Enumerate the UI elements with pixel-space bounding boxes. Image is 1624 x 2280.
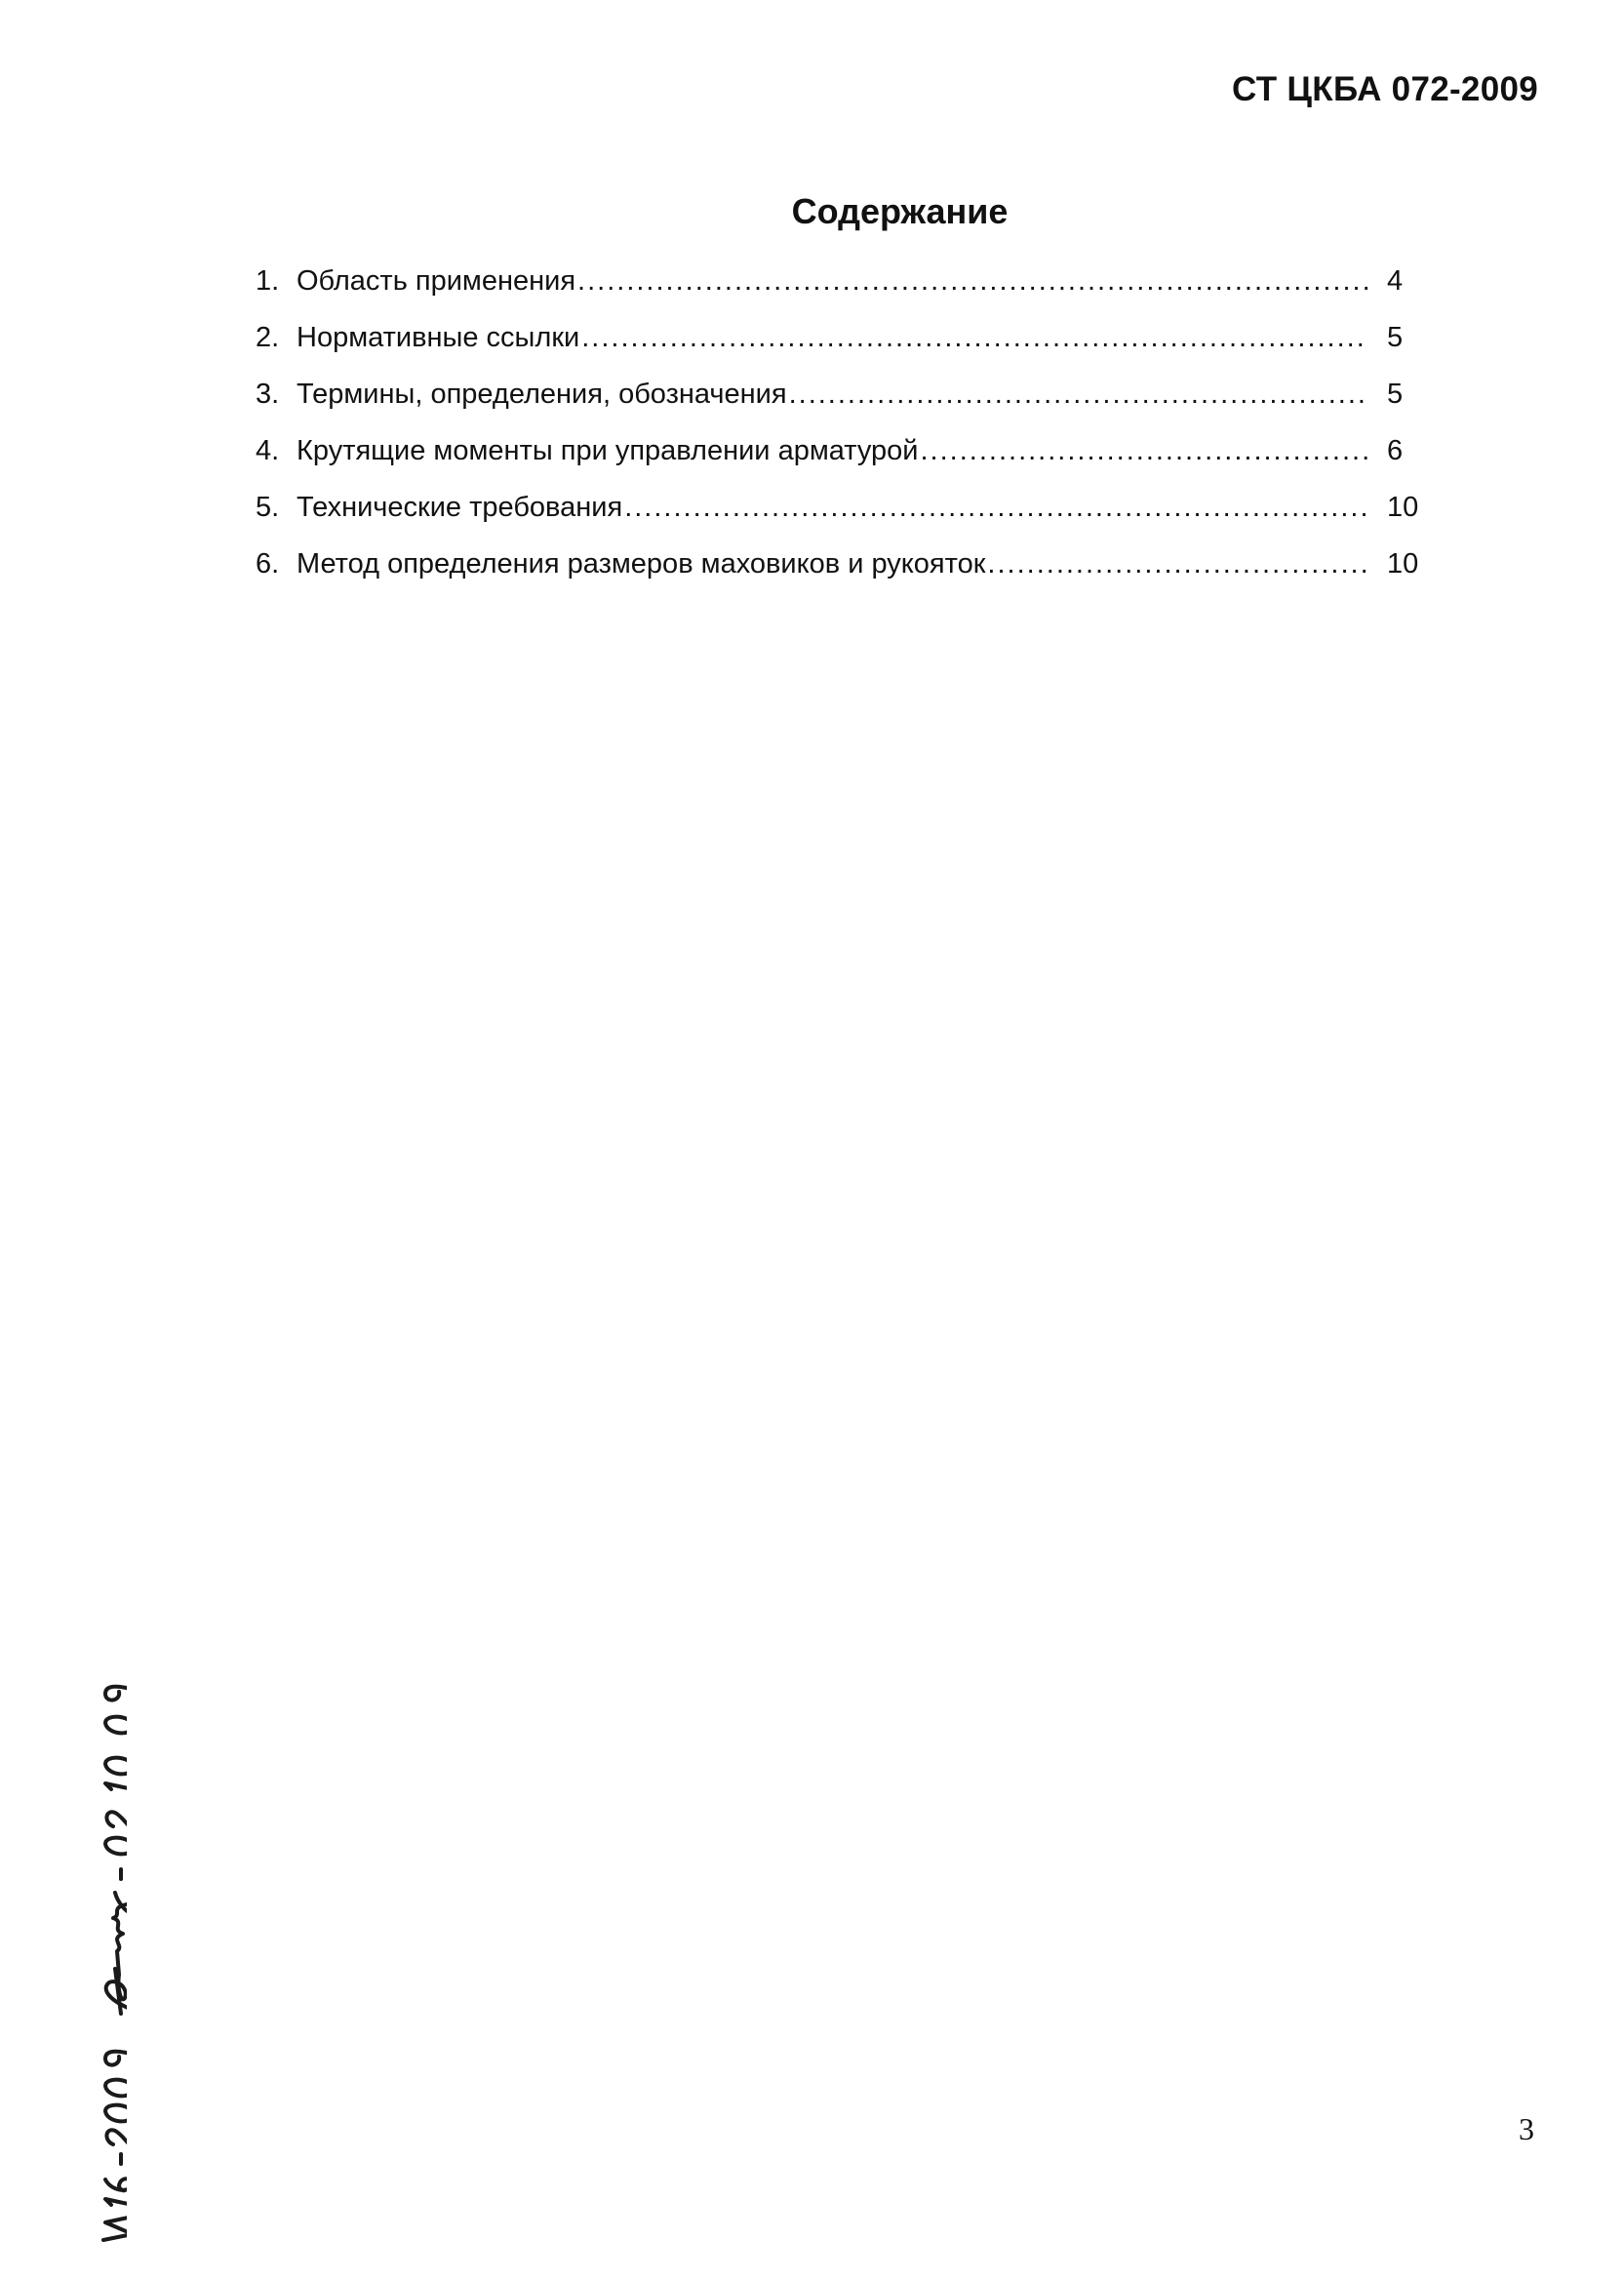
table-of-contents: [256, 265, 1446, 605]
toc-leader-dots: [581, 322, 1367, 354]
toc-item[interactable]: [256, 322, 1446, 379]
page-number: 3: [1519, 2111, 1534, 2146]
toc-item-page: 5: [1387, 379, 1404, 410]
toc-item-number: 3.: [256, 379, 280, 410]
toc-item-number: 4.: [256, 435, 280, 466]
toc-item-page: 10: [1387, 548, 1419, 580]
toc-item-text: Технические требования: [297, 492, 623, 523]
handwritten-margin-note: [39, 1620, 127, 2254]
toc-leader-dots: [624, 492, 1367, 524]
toc-item[interactable]: [256, 492, 1446, 548]
toc-leader-dots: [987, 548, 1367, 580]
toc-item-page: 4: [1387, 265, 1404, 297]
toc-item-text: Метод определения размеров маховиков и рукояток: [297, 548, 986, 580]
toc-item[interactable]: [256, 265, 1446, 322]
toc-item[interactable]: [256, 435, 1446, 492]
toc-item-page: 5: [1387, 322, 1404, 353]
toc-item-text: Область применения: [297, 265, 576, 297]
toc-leader-dots: [577, 265, 1367, 298]
toc-item[interactable]: [256, 379, 1446, 435]
toc-item[interactable]: [256, 548, 1446, 605]
toc-item-number: 5.: [256, 492, 280, 523]
toc-item-page: 6: [1387, 435, 1404, 466]
toc-leader-dots: [921, 435, 1368, 467]
toc-item-page: 10: [1387, 492, 1419, 523]
toc-leader-dots: [789, 379, 1367, 411]
toc-title: Содержание: [791, 191, 1009, 231]
toc-item-number: 1.: [256, 265, 280, 297]
toc-item-number: 6.: [256, 548, 280, 580]
toc-item-number: 2.: [256, 322, 280, 353]
toc-item-text: Крутящие моменты при управлении арматурой: [297, 435, 919, 466]
document-code: СТ ЦКБА 072-2009: [1232, 70, 1538, 108]
toc-item-text: Термины, определения, обозначения: [297, 379, 787, 410]
toc-item-text: Нормативные ссылки: [297, 322, 580, 353]
